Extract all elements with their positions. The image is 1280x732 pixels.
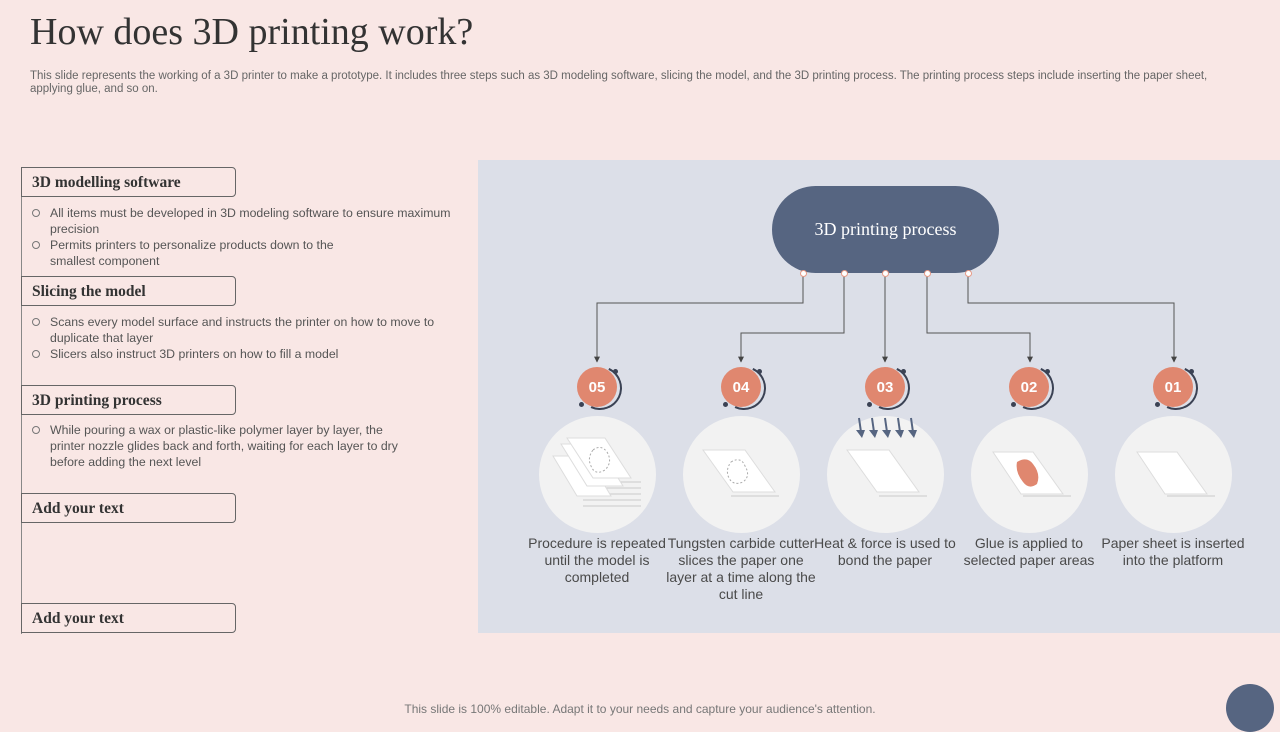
step-illustration-stacked-layers: [539, 416, 656, 533]
slide-title: How does 3D printing work?: [30, 11, 474, 53]
connector-dot: [841, 270, 848, 277]
process-title-pill: [772, 186, 999, 273]
bullet-item: Permits printers to personalize products down to the smallest component: [30, 237, 380, 269]
step-text-02: Glue is applied to selected paper areas: [963, 535, 1095, 568]
ring-dot: [613, 369, 618, 374]
step-text-01: Paper sheet is inserted into the platform: [1101, 535, 1245, 568]
ring-dot: [1011, 402, 1016, 407]
connector-dot: [800, 270, 807, 277]
section-label-modelling: 3D modelling software: [21, 167, 236, 197]
connector-dot: [882, 270, 889, 277]
step-badge-05: 05: [577, 367, 617, 407]
ring-dot: [1045, 369, 1050, 374]
connector-dot: [965, 270, 972, 277]
section-label-add-text-1: Add your text: [21, 493, 236, 523]
pressure-arrows-icon: [827, 416, 944, 533]
glue-patch-icon: [971, 416, 1088, 533]
bullet-item: Slicers also instruct 3D printers on how to fill a model: [30, 346, 470, 362]
bullet-item: While pouring a wax or plastic-like polymer layer by layer, the printer nozzle glides back and forth, waiting for each layer to dry before adding the next level: [30, 422, 400, 470]
bullet-item: Scans every model surface and instructs the printer on how to move to duplicate that layer: [30, 314, 470, 346]
step-illustration-heat-press: [827, 416, 944, 533]
paper-sheet-icon: [1115, 416, 1232, 533]
step-illustration-cut-sheet: [683, 416, 800, 533]
step-badge-01: 01: [1153, 367, 1193, 407]
slide-subtitle: This slide represents the working of a 3D printer to make a prototype. It includes three steps such as 3D modeling software, slicing the model, and the 3D printing process. The printing process steps include inserting the paper sheet, applying glue, and so on.: [30, 70, 1208, 95]
ring-dot: [757, 369, 762, 374]
ring-dot: [1189, 369, 1194, 374]
ring-dot: [867, 402, 872, 407]
step-text-03: Heat & force is used to bond the paper: [814, 535, 956, 568]
step-badge-04: 04: [721, 367, 761, 407]
process-title: 3D printing process: [814, 219, 957, 239]
ring-dot: [579, 402, 584, 407]
step-badge-02: 02: [1009, 367, 1049, 407]
cut-sheet-icon: [683, 416, 800, 533]
bullet-item: All items must be developed in 3D modeling software to ensure maximum precision: [30, 205, 470, 237]
step-text-04: Tungsten carbide cutter slices the paper one layer at a time along the cut line: [666, 535, 816, 602]
section-label-slicing: Slicing the model: [21, 276, 236, 306]
section-label-printing: 3D printing process: [21, 385, 236, 415]
ring-dot: [1155, 402, 1160, 407]
footer-note: This slide is 100% editable. Adapt it to your needs and capture your audience's attention.: [404, 702, 876, 716]
step-text-05: Procedure is repeated until the model is completed: [528, 535, 666, 585]
step-illustration-glue: [971, 416, 1088, 533]
section-label-add-text-2: Add your text: [21, 603, 236, 633]
step-illustration-paper-sheet: [1115, 416, 1232, 533]
step-badge-03: 03: [865, 367, 905, 407]
layered-sheets-icon: [539, 416, 656, 533]
connector-dot: [924, 270, 931, 277]
ring-dot: [723, 402, 728, 407]
ring-dot: [901, 369, 906, 374]
corner-decoration: [1226, 684, 1274, 732]
